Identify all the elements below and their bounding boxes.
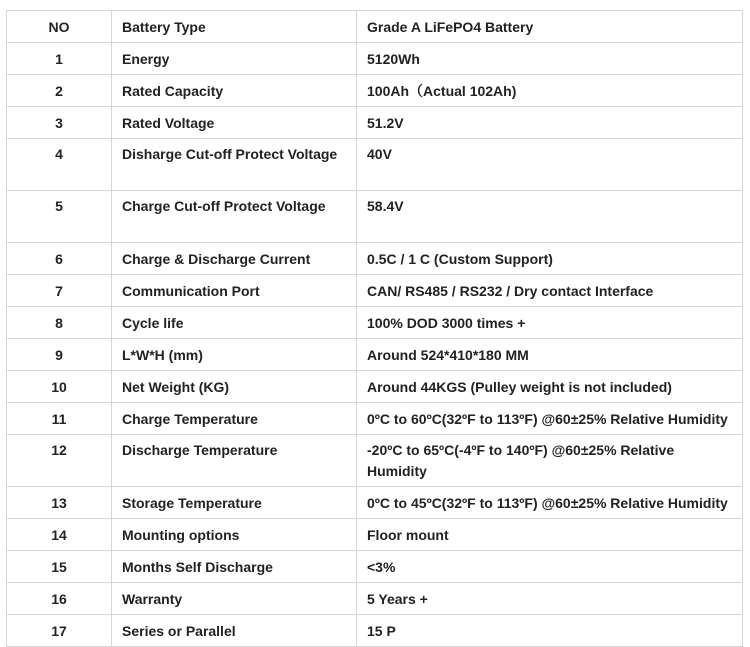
row-item: Months Self Discharge (122, 559, 273, 575)
table-row (7, 307, 743, 339)
table-row (7, 487, 743, 519)
row-value: Around 524*410*180 MM (367, 347, 529, 363)
row-no-cell (7, 339, 112, 371)
row-no-cell (7, 307, 112, 339)
row-no: 5 (55, 198, 63, 214)
row-item-cell (112, 371, 357, 403)
row-no: 7 (55, 283, 63, 299)
table-row (7, 107, 743, 139)
row-no: 13 (51, 495, 67, 511)
row-item-cell (112, 191, 357, 243)
row-value: 58.4V (367, 198, 404, 214)
row-value-cell (357, 435, 743, 487)
row-no: 9 (55, 347, 63, 363)
row-item: Energy (122, 51, 170, 67)
row-value: CAN/ RS485 / RS232 / Dry contact Interface (367, 283, 654, 299)
row-no: 3 (55, 115, 63, 131)
row-item-cell (112, 551, 357, 583)
header-no-cell (7, 11, 112, 43)
row-item-cell (112, 435, 357, 487)
table-row (7, 615, 743, 647)
row-item-cell (112, 275, 357, 307)
table-row (7, 583, 743, 615)
row-no-cell (7, 519, 112, 551)
row-item: Series or Parallel (122, 623, 236, 639)
row-value-cell (357, 339, 743, 371)
table-row (7, 43, 743, 75)
row-item: Communication Port (122, 283, 260, 299)
table-row (7, 191, 743, 243)
row-no-cell (7, 583, 112, 615)
row-item-cell (112, 139, 357, 191)
row-no-cell (7, 107, 112, 139)
table-row (7, 75, 743, 107)
row-no-cell (7, 371, 112, 403)
row-no-cell (7, 191, 112, 243)
row-item-cell (112, 307, 357, 339)
row-no: 11 (51, 411, 67, 427)
table-row (7, 339, 743, 371)
header-value-cell (357, 11, 743, 43)
row-value: 51.2V (367, 115, 404, 131)
battery-spec-table (6, 10, 743, 647)
row-no: 1 (55, 51, 63, 67)
row-value: 40V (367, 146, 392, 162)
row-value: 15 P (367, 623, 396, 639)
row-no-cell (7, 43, 112, 75)
row-item: Net Weight (KG) (122, 379, 230, 395)
table-row (7, 403, 743, 435)
row-item: Storage Temperature (122, 495, 262, 511)
row-no: 10 (51, 379, 67, 395)
row-no-cell (7, 403, 112, 435)
row-value-cell (357, 43, 743, 75)
row-item: Warranty (122, 591, 183, 607)
row-value-cell (357, 75, 743, 107)
table-row (7, 551, 743, 583)
row-no-cell (7, 551, 112, 583)
table-row (7, 139, 743, 191)
row-item-cell (112, 583, 357, 615)
row-item-cell (112, 339, 357, 371)
row-value-cell (357, 615, 743, 647)
header-no: NO (48, 19, 70, 35)
row-value-cell (357, 139, 743, 191)
row-item: Discharge Temperature (122, 442, 278, 458)
row-no: 16 (51, 591, 67, 607)
row-value-cell (357, 551, 743, 583)
row-no: 12 (51, 442, 67, 458)
row-item-cell (112, 243, 357, 275)
row-item: Charge Cut-off Protect Voltage (122, 198, 326, 214)
row-value: 100Ah（Actual 102Ah) (367, 83, 517, 99)
row-no: 14 (51, 527, 67, 543)
row-no-cell (7, 615, 112, 647)
row-value-cell (357, 371, 743, 403)
row-no-cell (7, 435, 112, 487)
row-item: Cycle life (122, 315, 184, 331)
table-row (7, 243, 743, 275)
row-value-cell (357, 275, 743, 307)
row-value-cell (357, 403, 743, 435)
row-no-cell (7, 139, 112, 191)
row-value-cell (357, 243, 743, 275)
row-no-cell (7, 487, 112, 519)
row-value: 0ºC to 45ºC(32ºF to 113ºF) @60±25% Relative Humidity (367, 495, 728, 511)
row-value: 5120Wh (367, 51, 420, 67)
row-no: 4 (55, 146, 63, 162)
row-value-cell (357, 583, 743, 615)
row-item: Disharge Cut-off Protect Voltage (122, 146, 338, 162)
table-header-row (7, 11, 743, 43)
row-no: 2 (55, 83, 63, 99)
row-value: 0ºC to 60ºC(32ºF to 113ºF) @60±25% Relative Humidity (367, 411, 728, 427)
row-item-cell (112, 615, 357, 647)
row-value: Around 44KGS (Pulley weight is not included) (367, 379, 672, 395)
row-item-cell (112, 107, 357, 139)
row-no: 17 (51, 623, 67, 639)
row-item: Rated Capacity (122, 83, 224, 99)
header-item: Battery Type (122, 19, 206, 35)
row-no-cell (7, 75, 112, 107)
table-row (7, 371, 743, 403)
row-value: -20ºC to 65ºC(-4ºF to 140ºF) @60±25% Relative Humidity (367, 442, 675, 479)
row-value-cell (357, 307, 743, 339)
row-item-cell (112, 487, 357, 519)
row-item: Charge & Discharge Current (122, 251, 311, 267)
row-value: <3% (367, 559, 396, 575)
row-item: Charge Temperature (122, 411, 258, 427)
row-no-cell (7, 275, 112, 307)
row-value-cell (357, 107, 743, 139)
row-item-cell (112, 403, 357, 435)
row-item: L*W*H (mm) (122, 347, 203, 363)
row-item: Rated Voltage (122, 115, 215, 131)
row-no-cell (7, 243, 112, 275)
row-no: 6 (55, 251, 63, 267)
row-value: 5 Years + (367, 591, 428, 607)
row-no: 15 (51, 559, 67, 575)
row-item-cell (112, 75, 357, 107)
row-item-cell (112, 519, 357, 551)
row-value: 100% DOD 3000 times + (367, 315, 526, 331)
row-item: Mounting options (122, 527, 240, 543)
header-item-cell (112, 11, 357, 43)
row-value: Floor mount (367, 527, 449, 543)
table-row (7, 435, 743, 487)
row-value: 0.5C / 1 C (Custom Support) (367, 251, 553, 267)
table-row (7, 275, 743, 307)
row-value-cell (357, 519, 743, 551)
header-value: Grade A LiFePO4 Battery (367, 19, 534, 35)
table-row (7, 519, 743, 551)
row-item-cell (112, 43, 357, 75)
row-value-cell (357, 191, 743, 243)
row-value-cell (357, 487, 743, 519)
row-no: 8 (55, 315, 63, 331)
